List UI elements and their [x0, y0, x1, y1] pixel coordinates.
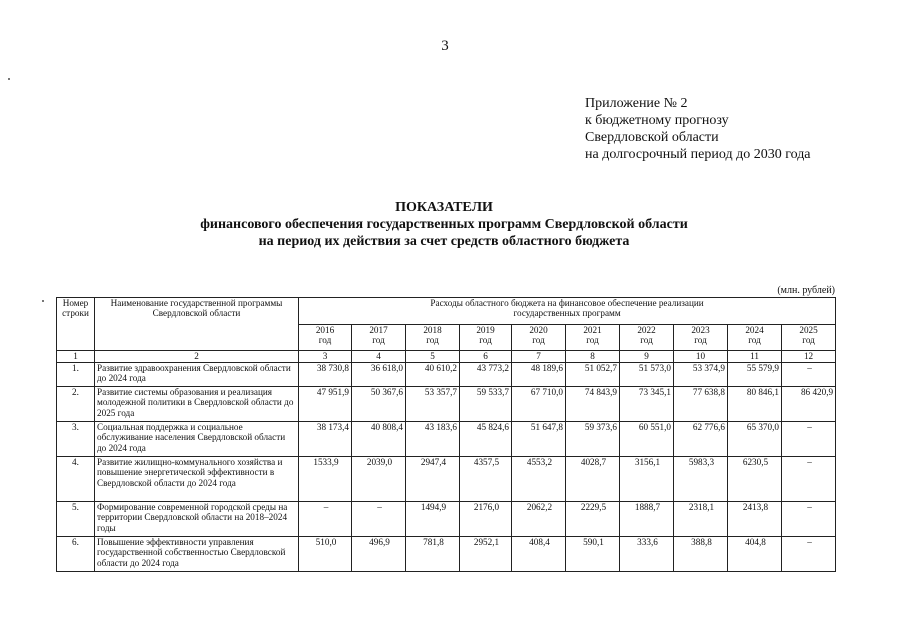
header-year-2023 [674, 325, 728, 351]
year-value: 2025 [799, 325, 818, 335]
header-row-number: Номер строки [57, 298, 95, 351]
value-cell: 4553,2 [512, 457, 566, 502]
title-line-2: финансового обеспечения государственных программ Свердловской области [200, 217, 688, 232]
header-year-2024 [728, 325, 782, 351]
header-year-2025 [782, 325, 836, 351]
value-cell: 51 052,7 [566, 363, 620, 387]
year-value: 2016 [315, 325, 335, 335]
value-cell: 53 357,7 [406, 387, 460, 422]
value-cell: 4357,5 [460, 457, 512, 502]
value-cell: 45 824,6 [460, 422, 512, 457]
table-row [57, 537, 836, 572]
table-row [57, 363, 836, 387]
value-cell: – [782, 422, 836, 457]
row-number: 3. [57, 422, 95, 457]
year-word: год [532, 335, 545, 346]
value-cell: 73 345,1 [620, 387, 674, 422]
row-number: 4. [57, 457, 95, 502]
value-cell: 51 647,8 [512, 422, 566, 457]
year-word: год [694, 335, 707, 346]
row-number: 6. [57, 537, 95, 572]
value-cell: 38 173,4 [299, 422, 352, 457]
value-cell: 3156,1 [620, 457, 674, 502]
scan-speck [42, 300, 44, 302]
units-label: (млн. рублей) [777, 285, 835, 296]
column-number: 3 [299, 351, 352, 363]
value-cell: 590,1 [566, 537, 620, 572]
year-value: 2020 [529, 325, 548, 335]
column-number: 10 [674, 351, 728, 363]
value-cell: 36 618,0 [352, 363, 406, 387]
value-cell: 43 183,6 [406, 422, 460, 457]
column-number: 2 [95, 351, 299, 363]
header-year-2017 [352, 325, 406, 351]
document-title [0, 199, 888, 250]
value-cell: 2952,1 [460, 537, 512, 572]
year-value: 2023 [691, 325, 710, 335]
year-value: 2024 [745, 325, 764, 335]
value-cell: – [352, 502, 406, 537]
value-cell: 404,8 [728, 537, 782, 572]
value-cell: 80 846,1 [728, 387, 782, 422]
year-word: год [586, 335, 599, 346]
value-cell: 55 579,9 [728, 363, 782, 387]
value-cell: – [782, 502, 836, 537]
column-number: 9 [620, 351, 674, 363]
value-cell: – [782, 363, 836, 387]
appendix-line-4: на долгосрочный период до 2030 года [585, 147, 811, 162]
header-year-2020 [512, 325, 566, 351]
table-row [57, 502, 836, 537]
title-line-3: на период их действия за счет средств областного бюджета [258, 234, 630, 249]
value-cell: 1533,9 [299, 457, 352, 502]
appendix-line-2: к бюджетному прогнозу [585, 113, 729, 128]
header-program-name: Наименование государственной программы Свердловской области [95, 298, 299, 351]
table-row [57, 457, 836, 502]
scan-speck [8, 78, 10, 80]
value-cell: 50 367,6 [352, 387, 406, 422]
row-number: 5. [57, 502, 95, 537]
value-cell: 77 638,8 [674, 387, 728, 422]
value-cell: 333,6 [620, 537, 674, 572]
value-cell: 65 370,0 [728, 422, 782, 457]
year-word: год [372, 335, 385, 346]
year-word: год [802, 335, 815, 346]
year-word: год [640, 335, 653, 346]
value-cell: 388,8 [674, 537, 728, 572]
row-number: 2. [57, 387, 95, 422]
header-year-2021 [566, 325, 620, 351]
value-cell: 2176,0 [460, 502, 512, 537]
appendix-note [585, 95, 811, 163]
year-word: год [426, 335, 439, 346]
page-number: 3 [441, 38, 449, 54]
value-cell: 40 610,2 [406, 363, 460, 387]
column-number: 7 [512, 351, 566, 363]
value-cell: 59 373,6 [566, 422, 620, 457]
value-cell: 53 374,9 [674, 363, 728, 387]
program-name: Социальная поддержка и социальное обслуживание населения Свердловской области до 2024 года [95, 422, 299, 457]
table-row [57, 387, 836, 422]
year-value: 2017 [369, 325, 388, 335]
column-number: 12 [782, 351, 836, 363]
value-cell: 6230,5 [728, 457, 782, 502]
value-cell: – [299, 502, 352, 537]
value-cell: 2413,8 [728, 502, 782, 537]
title-line-1: ПОКАЗАТЕЛИ [395, 200, 493, 215]
year-value: 2018 [423, 325, 442, 335]
year-value: 2021 [583, 325, 602, 335]
column-number: 1 [57, 351, 95, 363]
value-cell: 48 189,6 [512, 363, 566, 387]
value-cell: 2039,0 [352, 457, 406, 502]
year-word: год [318, 335, 332, 346]
value-cell: 60 551,0 [620, 422, 674, 457]
year-value: 2019 [476, 325, 495, 335]
program-name: Развитие здравоохранения Свердловской области до 2024 года [95, 363, 299, 387]
header-year-2019 [460, 325, 512, 351]
value-cell: 38 730,8 [299, 363, 352, 387]
value-cell: 2229,5 [566, 502, 620, 537]
value-cell: 2947,4 [406, 457, 460, 502]
appendix-line-3: Свердловской области [585, 130, 719, 145]
program-name: Развитие системы образования и реализация молодежной политики в Свердловской области до 2025 года [95, 387, 299, 422]
program-name: Развитие жилищно-коммунального хозяйства и повышение энергетической эффективности в Свердловской области до 2024 года [95, 457, 299, 502]
header-row-1 [57, 298, 836, 325]
value-cell: 408,4 [512, 537, 566, 572]
column-number: 6 [460, 351, 512, 363]
value-cell: 510,0 [299, 537, 352, 572]
appendix-line-1: Приложение № 2 [585, 96, 688, 111]
value-cell: – [782, 537, 836, 572]
program-name: Формирование современной городской среды на территории Свердловской области на 2018–2024 годы [95, 502, 299, 537]
column-numbers-row [57, 351, 836, 363]
year-word: год [479, 335, 492, 346]
value-cell: 5983,3 [674, 457, 728, 502]
value-cell: 2318,1 [674, 502, 728, 537]
value-cell: 1888,7 [620, 502, 674, 537]
value-cell: 1494,9 [406, 502, 460, 537]
value-cell: 47 951,9 [299, 387, 352, 422]
column-number: 4 [352, 351, 406, 363]
table-row [57, 422, 836, 457]
value-cell: 51 573,0 [620, 363, 674, 387]
value-cell: 67 710,0 [512, 387, 566, 422]
header-year-2022 [620, 325, 674, 351]
column-number: 5 [406, 351, 460, 363]
header-year-2018 [406, 325, 460, 351]
value-cell: 40 808,4 [352, 422, 406, 457]
budget-table [56, 297, 836, 572]
value-cell: 781,8 [406, 537, 460, 572]
value-cell: 86 420,9 [782, 387, 836, 422]
value-cell: 43 773,2 [460, 363, 512, 387]
value-cell: 74 843,9 [566, 387, 620, 422]
value-cell: 496,9 [352, 537, 406, 572]
column-number: 8 [566, 351, 620, 363]
value-cell: – [782, 457, 836, 502]
header-expenses: Расходы областного бюджета на финансовое обеспечение реализации государственных программ [299, 298, 836, 325]
year-word: год [748, 335, 761, 346]
value-cell: 4028,7 [566, 457, 620, 502]
value-cell: 59 533,7 [460, 387, 512, 422]
year-value: 2022 [637, 325, 656, 335]
row-number: 1. [57, 363, 95, 387]
value-cell: 2062,2 [512, 502, 566, 537]
program-name: Повышение эффективности управления государственной собственностью Свердловской области до 2024 года [95, 537, 299, 572]
column-number: 11 [728, 351, 782, 363]
value-cell: 62 776,6 [674, 422, 728, 457]
header-year-2016 [299, 325, 352, 351]
